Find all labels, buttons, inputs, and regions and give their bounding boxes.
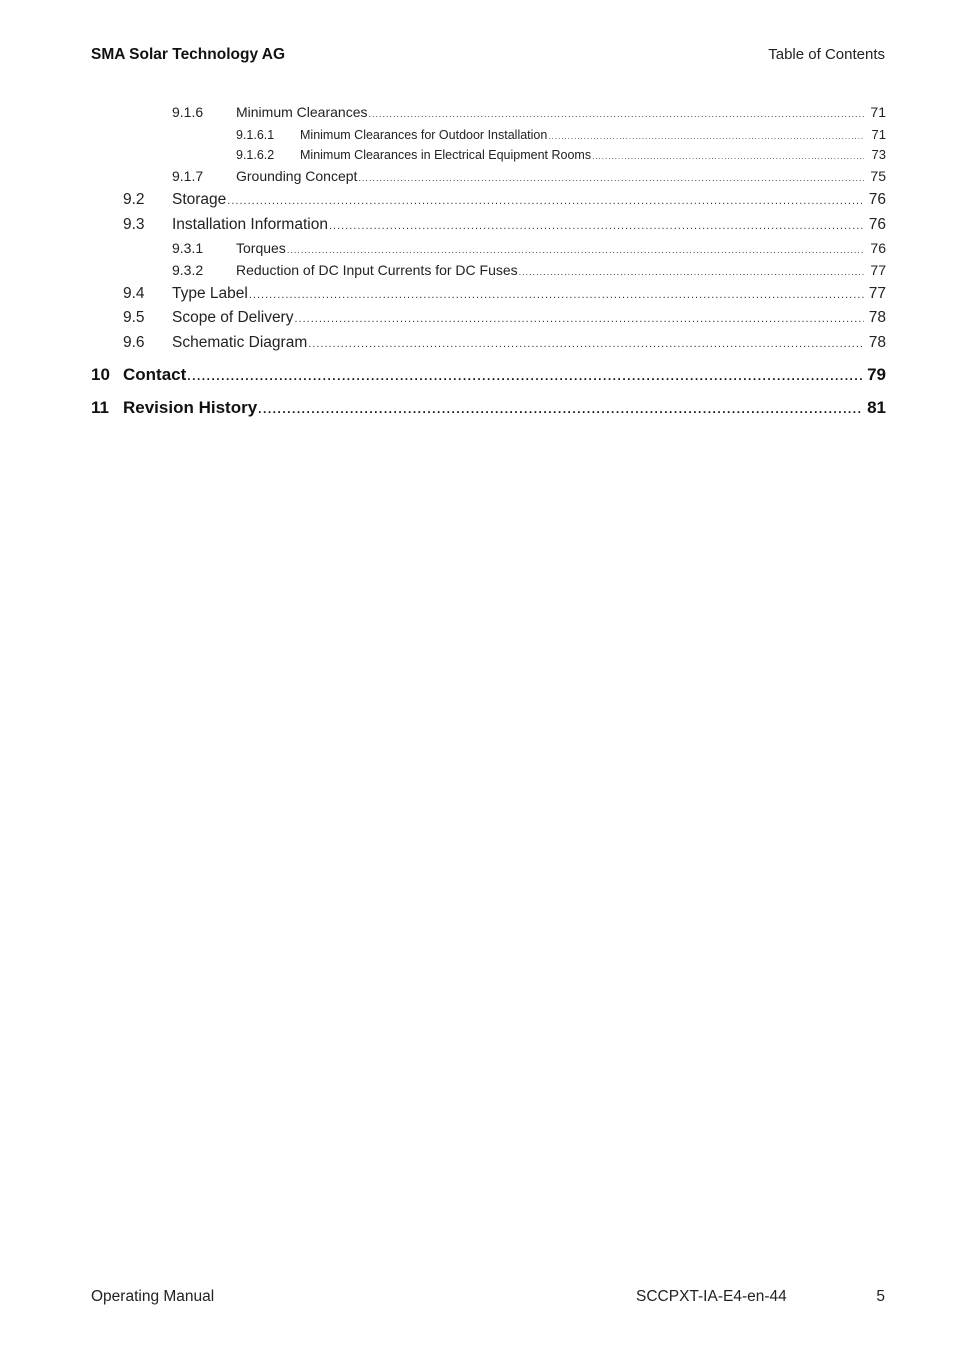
toc-entry-number: 9.2 bbox=[123, 191, 145, 208]
toc-entry-number: 11 bbox=[91, 398, 109, 417]
dot-leader bbox=[227, 195, 864, 207]
toc-entry-number: 9.1.6.1 bbox=[236, 128, 275, 142]
toc-entry-9-1-6-1[interactable] bbox=[91, 127, 886, 142]
toc-entry-9-3[interactable] bbox=[91, 216, 886, 234]
toc-entry-11[interactable] bbox=[91, 398, 886, 418]
toc-entry-title: Contact bbox=[123, 365, 187, 384]
toc-entry-number: 9.4 bbox=[123, 285, 145, 302]
toc-entry-page: 71 bbox=[870, 104, 886, 120]
toc-entry-page: 73 bbox=[871, 147, 886, 162]
toc-entry-number: 9.1.6 bbox=[172, 104, 204, 120]
toc-entry-title: Storage bbox=[172, 191, 227, 208]
toc-entry-9-3-1[interactable] bbox=[91, 240, 886, 256]
toc-entry-number: 9.6 bbox=[123, 334, 145, 351]
toc-entry-title: Reduction of DC Input Currents for DC Fuses bbox=[236, 262, 518, 278]
toc-entry-number: 9.1.7 bbox=[172, 168, 204, 184]
toc-entry-number: 10 bbox=[91, 365, 110, 384]
toc-entry-page: 76 bbox=[868, 216, 886, 233]
toc-entry-page: 81 bbox=[867, 398, 886, 417]
toc-entry-9-1-6[interactable] bbox=[91, 104, 886, 120]
company-name: SMA Solar Technology AG bbox=[91, 46, 286, 63]
toc-entry-9-1-7[interactable] bbox=[91, 168, 886, 184]
toc-entry-number: 9.3.1 bbox=[172, 240, 204, 256]
toc-entry-9-5[interactable] bbox=[91, 309, 886, 327]
toc-entry-10[interactable] bbox=[91, 365, 886, 385]
toc-entry-page: 76 bbox=[870, 240, 886, 256]
toc-entry-page: 76 bbox=[868, 191, 886, 208]
toc-entry-title: Minimum Clearances bbox=[236, 104, 368, 120]
dot-leader bbox=[592, 152, 864, 161]
toc-entry-title: Revision History bbox=[123, 398, 258, 417]
toc-entry-page: 78 bbox=[868, 309, 886, 326]
toc-entry-number: 9.3.2 bbox=[172, 262, 204, 278]
toc-entry-page: 71 bbox=[871, 127, 886, 142]
page-number: 5 bbox=[876, 1288, 885, 1305]
dot-leader bbox=[294, 313, 864, 325]
toc-entry-9-4[interactable] bbox=[91, 285, 886, 303]
document-type: Operating Manual bbox=[91, 1288, 215, 1305]
toc-entry-title: Type Label bbox=[172, 285, 248, 302]
toc-entry-9-6[interactable] bbox=[91, 334, 886, 352]
dot-leader bbox=[187, 369, 863, 383]
toc-entry-9-2[interactable] bbox=[91, 191, 886, 209]
toc-entry-page: 79 bbox=[867, 365, 886, 384]
toc-entry-title: Minimum Clearances in Electrical Equipment Rooms bbox=[300, 148, 592, 162]
toc-entry-title: Torques bbox=[236, 240, 286, 256]
toc-entry-title: Schematic Diagram bbox=[172, 334, 308, 351]
dot-leader bbox=[519, 267, 864, 277]
document-code: SCCPXT-IA-E4-en-44 bbox=[636, 1288, 787, 1305]
dot-leader bbox=[258, 402, 863, 416]
toc-entry-page: 75 bbox=[870, 168, 886, 184]
toc-entry-title: Grounding Concept bbox=[236, 168, 358, 184]
dot-leader bbox=[548, 132, 864, 141]
toc-entry-9-3-2[interactable] bbox=[91, 262, 886, 278]
toc-entry-page: 78 bbox=[868, 334, 886, 351]
dot-leader bbox=[368, 109, 864, 119]
section-title: Table of Contents bbox=[768, 46, 885, 63]
dot-leader bbox=[308, 338, 864, 350]
toc-entry-number: 9.5 bbox=[123, 309, 145, 326]
toc-entry-9-1-6-2[interactable] bbox=[91, 147, 886, 162]
dot-leader bbox=[358, 173, 864, 183]
toc-entry-number: 9.1.6.2 bbox=[236, 148, 275, 162]
toc-entry-title: Minimum Clearances for Outdoor Installation bbox=[300, 128, 548, 142]
dot-leader bbox=[287, 245, 864, 255]
toc-entry-page: 77 bbox=[868, 285, 886, 302]
toc-entry-page: 77 bbox=[870, 262, 886, 278]
toc-entry-number: 9.3 bbox=[123, 216, 145, 233]
dot-leader bbox=[329, 220, 864, 232]
dot-leader bbox=[249, 289, 864, 301]
toc-entry-title: Installation Information bbox=[172, 216, 328, 233]
toc-entry-title: Scope of Delivery bbox=[172, 309, 294, 326]
